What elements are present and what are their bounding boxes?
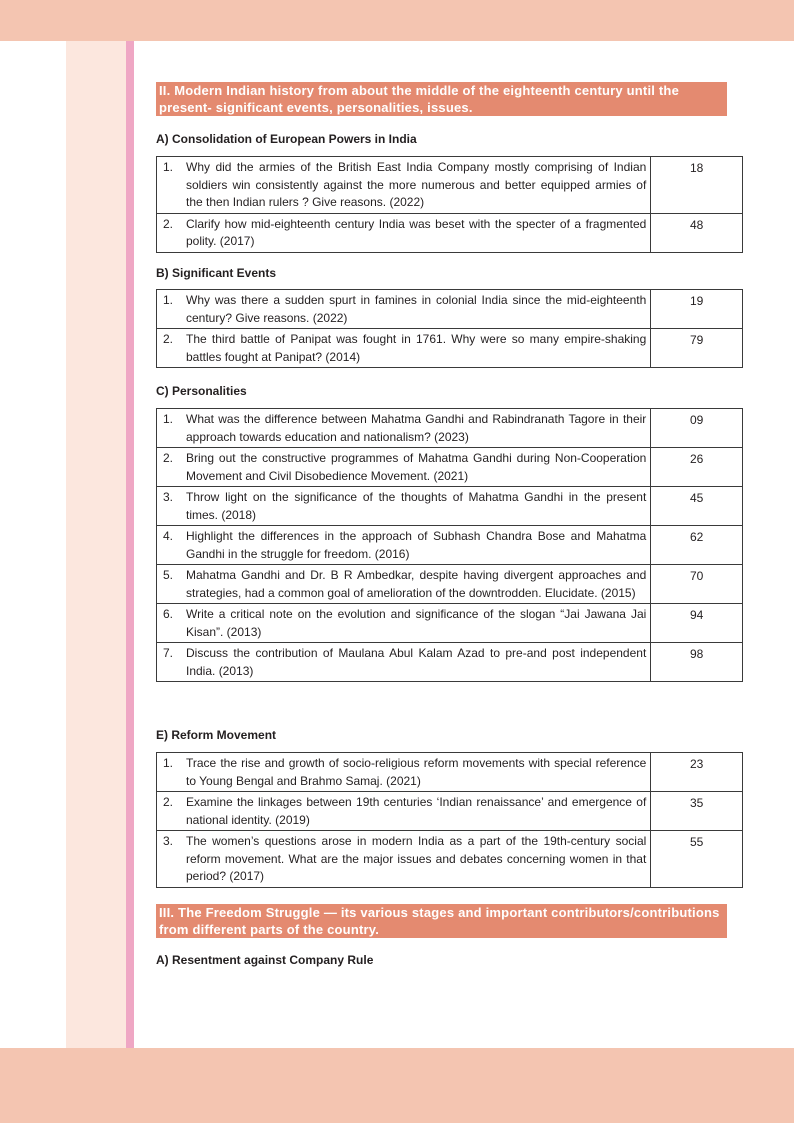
page-number: 55: [651, 831, 743, 888]
question-text: The third battle of Panipat was fought in 1761. Why were so many empire-shaking battles fought at Panipat? (2014): [186, 332, 647, 364]
section-heading-iii: III. The Freedom Struggle — its various stages and important contributors/contributions from different parts of the country.: [156, 904, 727, 938]
subsection-heading-iii-a: A) Resentment against Company Rule: [156, 953, 374, 967]
page-number: 09: [651, 409, 743, 448]
question-text: Bring out the constructive programmes of Mahatma Gandhi during Non-Cooperation Movement and Civil Disobedience Movement. (2021): [186, 451, 647, 483]
question-number: 3.: [163, 490, 174, 504]
subsection-heading-c: C) Personalities: [156, 384, 247, 398]
table-row: [157, 329, 743, 368]
page-number: 35: [651, 792, 743, 831]
table-row: [157, 753, 743, 792]
question-text: Mahatma Gandhi and Dr. B R Ambedkar, despite having divergent approaches and strategies, had a common goal of amelioration of the downtrodden. Elucidate. (2015): [186, 568, 647, 600]
left-margin-strip: [66, 41, 126, 1048]
table-row: [157, 643, 743, 682]
question-number: 2.: [163, 332, 174, 346]
table-row: [157, 448, 743, 487]
subsection-heading-e: E) Reform Movement: [156, 728, 277, 742]
table-row: [157, 409, 743, 448]
page-number: 26: [651, 448, 743, 487]
question-number: 2.: [163, 216, 174, 231]
page-number: 18: [651, 157, 743, 214]
table-row: [157, 526, 743, 565]
question-text: Clarify how mid-eighteenth century India was beset with the specter of a fragmented polity. (2017): [186, 216, 647, 248]
question-text: What was the difference between Mahatma Gandhi and Rabindranath Tagore in their approach towards education and nationalism? (2023): [186, 412, 647, 444]
section-heading-ii: II. Modern Indian history from about the middle of the eighteenth century until the present- significant events, personalities, issues.: [156, 82, 727, 116]
page-number: 94: [651, 604, 743, 643]
table-row: [157, 604, 743, 643]
table-row: [157, 792, 743, 831]
subsection-heading-b: B) Significant Events: [156, 266, 277, 280]
table-row: [157, 157, 743, 214]
page-number: 62: [651, 526, 743, 565]
bottom-band: [0, 1048, 794, 1123]
question-number: 1.: [163, 412, 174, 426]
page-number: 23: [651, 753, 743, 792]
subsection-heading-a: A) Consolidation of European Powers in India: [156, 132, 417, 146]
question-number: 1.: [163, 756, 174, 770]
question-text: Write a critical note on the evolution and significance of the slogan “Jai Jawana Jai Kisan”. (2013): [186, 607, 647, 639]
question-text: Trace the rise and growth of socio-religious reform movements with special reference to Young Bengal and Brahmo Samaj. (2021): [186, 756, 647, 788]
question-text: Why was there a sudden spurt in famines in colonial India since the mid-eighteenth century? Give reasons. (2022): [186, 293, 647, 325]
table-row: [157, 565, 743, 604]
top-band: [0, 0, 794, 41]
question-text: The women’s questions arose in modern India as a part of the 19th-century social reform movement. What are the major issues and debates concerning women in that period? (2017): [186, 834, 647, 883]
question-table-a: [156, 156, 743, 253]
page-number: 45: [651, 487, 743, 526]
question-number: 4.: [163, 529, 174, 543]
question-number: 3.: [163, 834, 174, 848]
page-number: 79: [651, 329, 743, 368]
question-number: 1.: [163, 160, 174, 174]
question-number: 2.: [163, 451, 174, 465]
question-text: Why did the armies of the British East India Company mostly comprising of Indian soldiers win consistently against the more numerous and better equipped armies of the then Indian rulers ? Give reasons. (2022): [186, 160, 647, 209]
table-row: [157, 213, 743, 252]
question-table-c: [156, 408, 743, 682]
page-number: 19: [651, 290, 743, 329]
table-row: [157, 831, 743, 888]
table-row: [157, 290, 743, 329]
page-number: 48: [651, 213, 743, 252]
question-table-e: [156, 752, 743, 888]
question-number: 5.: [163, 568, 174, 582]
question-text: Discuss the contribution of Maulana Abul Kalam Azad to pre-and post independent India. (2013): [186, 646, 647, 678]
question-text: Throw light on the significance of the thoughts of Mahatma Gandhi in the present times. (2018): [186, 490, 647, 522]
question-number: 6.: [163, 607, 174, 621]
page-number: 70: [651, 565, 743, 604]
page-number: 98: [651, 643, 743, 682]
question-text: Highlight the differences in the approach of Subhash Chandra Bose and Mahatma Gandhi in the struggle for freedom. (2016): [186, 529, 647, 561]
margin-rule: [126, 41, 134, 1048]
question-number: 1.: [163, 293, 174, 307]
question-number: 2.: [163, 795, 174, 809]
question-text: Examine the linkages between 19th centuries ‘Indian renaissance’ and emergence of national identity. (2019): [186, 795, 647, 827]
question-table-b: [156, 289, 743, 368]
question-number: 7.: [163, 646, 174, 660]
table-row: [157, 487, 743, 526]
